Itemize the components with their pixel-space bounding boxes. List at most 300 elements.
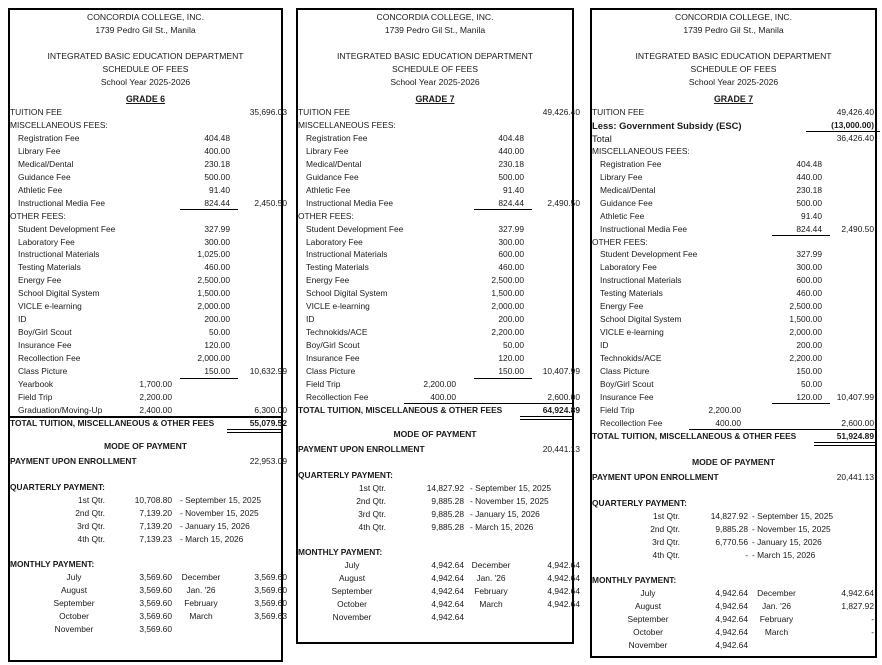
fee-row: [592, 171, 875, 184]
fee-row: [10, 378, 281, 391]
fee-row: [298, 171, 572, 184]
month-label: February: [474, 586, 508, 596]
fee-row: [10, 313, 281, 326]
fee-amount-total: 51,924.89: [836, 430, 874, 441]
fee-row: [592, 145, 875, 158]
fee-label: VICLE e-learning: [600, 327, 664, 338]
monthly-row: [298, 585, 580, 598]
month-label: February: [184, 598, 218, 608]
quarter-label: 4th Qtr.: [358, 522, 386, 532]
fee-row: [298, 352, 572, 365]
fee-row: [592, 300, 875, 313]
quarterly-row: [298, 508, 572, 521]
fee-row: [298, 339, 572, 352]
total-double-rule: [227, 429, 283, 433]
fee-label: Instructional Materials: [600, 275, 682, 286]
fee-amount-a: 2,200.00: [423, 378, 456, 389]
fee-label: TUITION FEE: [592, 107, 645, 117]
fee-label: Technokids/ACE: [600, 353, 662, 364]
header-department: INTEGRATED BASIC EDUCATION DEPARTMENT: [635, 51, 832, 61]
month-label: October: [337, 599, 367, 609]
fee-amount-total: 2,490.50: [547, 197, 580, 208]
quarter-due-date: - January 15, 2026: [752, 537, 822, 547]
fee-row: [592, 287, 875, 300]
fee-row: [592, 210, 875, 223]
fee-amount-total: 64,924.89: [542, 404, 580, 415]
quarterly-row: [592, 536, 875, 549]
monthly-payment-label: MONTHLY PAYMENT:: [298, 547, 383, 557]
fee-amount-b: 91.40: [503, 184, 524, 195]
fee-amount-b: 230.18: [498, 158, 524, 169]
fee-label: Laboratory Fee: [18, 236, 75, 247]
monthly-row: [10, 597, 287, 610]
quarter-due-date: - March 15, 2026: [180, 534, 244, 544]
header-department: INTEGRATED BASIC EDUCATION DEPARTMENT: [47, 51, 244, 61]
fee-row: [10, 404, 287, 417]
month-amount: 4,942.64: [431, 612, 464, 622]
fee-label: Class Picture: [18, 366, 68, 376]
fee-row: [10, 352, 281, 365]
fee-amount-b: 400.00: [204, 145, 230, 156]
month-amount: 3,569.60: [139, 585, 172, 595]
fee-amount-b: 1,500.00: [491, 288, 524, 299]
fee-label: TOTAL TUITION, MISCELLANEOUS & OTHER FEES: [10, 417, 215, 428]
grade-heading: GRADE 7: [415, 94, 455, 104]
monthly-row: [592, 613, 875, 626]
fee-label: VICLE e-learning: [18, 301, 82, 312]
fee-label: Library Fee: [306, 145, 349, 156]
month-amount: 4,942.64: [431, 573, 464, 583]
fee-label: Library Fee: [600, 171, 643, 182]
fee-label: Class Picture: [306, 366, 356, 376]
fee-row: [10, 171, 281, 184]
month-amount: -: [871, 614, 874, 624]
fee-amount-total: 35,696.03: [249, 107, 287, 117]
fee-amount-b: 50.00: [503, 340, 524, 351]
fee-amount-b: 120.00: [796, 391, 822, 402]
fee-label: School Digital System: [600, 314, 682, 325]
fee-row: [592, 248, 875, 261]
quarterly-row: [298, 482, 572, 495]
fee-label: ID: [600, 340, 609, 351]
fee-amount-b: 2,200.00: [491, 327, 524, 338]
fee-row: [10, 145, 281, 158]
fee-label: Testing Materials: [306, 262, 369, 273]
fee-row: [592, 158, 875, 171]
quarterly-row: [298, 495, 572, 508]
quarter-amount: 7,139.20: [139, 521, 172, 531]
fee-label: Student Development Fee: [306, 223, 404, 234]
fee-row: [10, 417, 287, 430]
month-label: July: [640, 588, 656, 598]
month-amount: 3,569.63: [254, 611, 287, 621]
fee-amount-b: 91.40: [209, 184, 230, 195]
month-amount: 4,942.64: [715, 588, 748, 598]
quarterly-row: [592, 549, 875, 562]
month-amount: 4,942.64: [547, 599, 580, 609]
month-label: September: [53, 598, 95, 608]
upon-enrollment-amount: 20,441.13: [542, 444, 580, 454]
fee-row: [592, 119, 875, 132]
fee-row: [298, 378, 572, 391]
grade-heading: GRADE 6: [125, 94, 166, 104]
fee-schedule-grade7-esc: [590, 8, 877, 658]
monthly-row: [298, 559, 580, 572]
fee-row: [298, 106, 580, 119]
fee-row: [10, 339, 281, 352]
fee-amount-b: 50.00: [801, 378, 822, 389]
fee-row: [10, 223, 281, 236]
fee-row: [592, 391, 875, 404]
fee-label: Registration Fee: [18, 132, 80, 143]
header-address: 1739 Pedro Gil St., Manila: [683, 25, 784, 35]
fee-label: Instructional Materials: [306, 249, 388, 260]
monthly-row: [10, 623, 281, 636]
quarterly-payment-label: QUARTERLY PAYMENT:: [298, 470, 393, 480]
month-label: July: [344, 560, 360, 570]
fee-row: [298, 223, 572, 236]
fee-row: [592, 378, 875, 391]
fee-amount-b: 150.00: [204, 366, 230, 376]
header-school-year: School Year 2025-2026: [688, 77, 779, 87]
fee-label: MISCELLANEOUS FEES:: [10, 119, 108, 130]
fee-row: [592, 184, 875, 197]
fee-amount-b: 2,000.00: [789, 327, 822, 338]
quarter-due-date: - November 15, 2025: [180, 508, 259, 518]
fee-row: [592, 326, 875, 339]
header-department: INTEGRATED BASIC EDUCATION DEPARTMENT: [336, 51, 534, 61]
fee-label: Medical/Dental: [600, 184, 656, 195]
quarter-label: 3rd Qtr.: [358, 509, 386, 519]
month-label: September: [627, 614, 669, 624]
payment-upon-enrollment: [298, 443, 580, 456]
quarter-amount: 14,827.92: [426, 483, 464, 493]
fee-row: [592, 417, 875, 430]
month-amount: 3,569.60: [139, 572, 172, 582]
fee-label: School Digital System: [306, 288, 388, 299]
fee-amount-b: 120.00: [498, 353, 524, 364]
fee-label: Boy/Girl Scout: [18, 327, 72, 338]
header-school: CONCORDIA COLLEGE, INC.: [376, 12, 494, 22]
fee-amount-b: 2,000.00: [491, 301, 524, 312]
fee-label: TUITION FEE: [10, 107, 63, 117]
fee-label: Testing Materials: [600, 288, 663, 299]
quarter-label: 4th Qtr.: [652, 550, 680, 560]
month-amount: 4,942.64: [547, 586, 580, 596]
fee-amount-b: 440.00: [796, 171, 822, 182]
header-address: 1739 Pedro Gil St., Manila: [384, 25, 486, 35]
upon-enrollment-amount: 20,441.13: [836, 472, 874, 482]
fee-label: Laboratory Fee: [306, 236, 363, 247]
fee-schedule-grade7: [296, 8, 580, 644]
fee-row: [298, 197, 580, 210]
fee-amount-a: 2,200.00: [708, 404, 741, 415]
fee-label: Guidance Fee: [306, 171, 359, 182]
fee-label: Athletic Fee: [18, 184, 63, 195]
month-label: March: [479, 599, 503, 609]
payment-upon-enrollment: [10, 455, 287, 468]
fee-amount-b: 91.40: [801, 210, 822, 221]
header-title: SCHEDULE OF FEES: [102, 64, 189, 74]
month-label: Jan. '26: [761, 601, 792, 611]
quarter-due-date: - March 15, 2026: [752, 550, 816, 560]
fee-amount-total: 55,079.52: [249, 417, 287, 428]
fee-label: Energy Fee: [306, 275, 350, 286]
fee-row: [592, 430, 875, 443]
fee-amount-a: 2,200.00: [139, 391, 172, 402]
header-address: 1739 Pedro Gil St., Manila: [95, 25, 196, 35]
mode-of-payment-title: MODE OF PAYMENT: [691, 457, 776, 467]
quarter-label: 3rd Qtr.: [652, 537, 680, 547]
fee-schedule-grade6: [8, 8, 287, 662]
fee-amount-b: 327.99: [796, 249, 822, 260]
month-label: February: [759, 614, 794, 624]
quarter-amount: 7,139.23: [139, 534, 172, 544]
month-amount: 3,569.60: [139, 598, 172, 608]
fee-amount-a: 400.00: [715, 417, 741, 428]
fee-amount-b: 120.00: [204, 340, 230, 351]
fee-row: [592, 106, 875, 119]
fee-row: [592, 274, 875, 287]
fee-row: [10, 210, 281, 223]
fee-label: MISCELLANEOUS FEES:: [298, 119, 396, 130]
fee-amount-b: 2,500.00: [197, 275, 230, 286]
upon-enrollment-amount: 22,953.09: [249, 456, 287, 466]
fee-amount-b: 440.00: [498, 145, 524, 156]
total-double-rule: [814, 442, 877, 446]
month-amount: 4,942.64: [547, 560, 580, 570]
monthly-row: [298, 611, 572, 624]
quarterly-payment-label: QUARTERLY PAYMENT:: [10, 482, 105, 492]
month-amount: 4,942.64: [547, 573, 580, 583]
quarter-label: 2nd Qtr.: [356, 496, 386, 506]
month-label: November: [332, 612, 372, 622]
quarter-amount: 9,885.28: [715, 524, 748, 534]
fee-amount-a: 2,400.00: [139, 404, 172, 415]
fee-amount-b: 2,000.00: [197, 301, 230, 312]
upon-enrollment-label: PAYMENT UPON ENROLLMENT: [298, 444, 425, 454]
quarter-due-date: - January 15, 2026: [180, 521, 250, 531]
fee-label: Athletic Fee: [600, 210, 645, 221]
fee-row: [298, 274, 572, 287]
fee-row: [298, 248, 572, 261]
fee-row: [298, 261, 572, 274]
fee-label: Energy Fee: [18, 275, 62, 286]
fee-amount-b: 150.00: [498, 366, 524, 376]
fee-label: Library Fee: [18, 145, 61, 156]
fee-row: [10, 106, 287, 119]
monthly-row: [10, 610, 287, 623]
fee-label: Total: [592, 132, 612, 144]
fee-label: TUITION FEE: [298, 107, 351, 117]
header-school: CONCORDIA COLLEGE, INC.: [87, 12, 204, 22]
quarterly-row: [592, 523, 875, 536]
month-amount: -: [871, 627, 874, 637]
month-amount: 4,942.64: [715, 640, 748, 650]
quarterly-row: [298, 521, 572, 534]
fee-label: Recollection Fee: [18, 353, 81, 364]
quarter-label: 1st Qtr.: [359, 483, 386, 493]
fee-amount-b: 824.44: [204, 197, 230, 208]
month-amount: 3,569.60: [139, 624, 172, 634]
month-label: March: [189, 611, 213, 621]
fee-row: [298, 132, 572, 145]
fee-amount-b: 460.00: [204, 262, 230, 273]
month-label: October: [633, 627, 663, 637]
fee-amount-b: 500.00: [204, 171, 230, 182]
fee-amount-b: 500.00: [796, 197, 822, 208]
month-amount: 4,942.64: [431, 599, 464, 609]
fee-label: TOTAL TUITION, MISCELLANEOUS & OTHER FEES: [298, 404, 503, 415]
month-label: August: [634, 601, 662, 611]
fee-amount-b: 200.00: [204, 314, 230, 325]
fee-amount-b: 460.00: [498, 262, 524, 273]
fee-amount-b: 327.99: [498, 223, 524, 234]
fee-label: Instructional Materials: [18, 249, 100, 260]
quarter-due-date: - September 15, 2025: [470, 483, 552, 493]
fee-row: [592, 223, 875, 236]
fee-label: Registration Fee: [600, 158, 662, 169]
month-amount: 1,827.92: [841, 601, 874, 611]
fee-amount-b: 2,500.00: [789, 301, 822, 312]
fee-label: Recollection Fee: [600, 417, 663, 428]
fee-row: [10, 300, 281, 313]
fee-label: Medical/Dental: [18, 158, 74, 169]
fee-label: Field Trip: [18, 391, 53, 402]
fee-amount-b: 460.00: [796, 288, 822, 299]
month-label: November: [628, 640, 668, 650]
quarter-amount: 10,708.80: [134, 495, 172, 505]
fee-amount-total: 10,407.99: [542, 366, 580, 376]
fee-label: Technokids/ACE: [306, 327, 368, 338]
fee-label: Field Trip: [306, 378, 341, 389]
quarter-label: 3rd Qtr.: [77, 521, 105, 531]
fee-amount-total: 2,450.50: [254, 197, 287, 208]
fee-amount-b: 500.00: [498, 171, 524, 182]
fee-row: [298, 404, 580, 417]
fee-row: [298, 300, 572, 313]
fee-amount-total: 49,426.40: [836, 107, 874, 117]
quarter-amount: 14,827.92: [710, 511, 748, 521]
fee-amount-total: 2,600.00: [547, 391, 580, 402]
fee-amount-b: 200.00: [498, 314, 524, 325]
quarter-label: 2nd Qtr.: [650, 524, 680, 534]
fee-amount-total: 2,600.00: [841, 417, 874, 428]
fee-amount-total: (13,000.00): [831, 119, 874, 130]
fee-label: Yearbook: [18, 378, 54, 389]
fee-row: [298, 210, 572, 223]
header-title: SCHEDULE OF FEES: [690, 64, 777, 74]
month-label: Jan. '26: [186, 585, 216, 595]
fee-row: [10, 236, 281, 249]
quarter-amount: 9,885.28: [431, 496, 464, 506]
fee-amount-b: 404.48: [204, 132, 230, 143]
fee-amount-total: 2,490.50: [841, 223, 874, 234]
fee-label: Guidance Fee: [18, 171, 71, 182]
month-label: November: [54, 624, 94, 634]
fee-row: [298, 119, 572, 132]
quarter-due-date: - November 15, 2025: [470, 496, 549, 506]
quarterly-row: [592, 510, 875, 523]
fee-row: [592, 404, 875, 417]
month-amount: 4,942.64: [841, 588, 874, 598]
fee-label: Insurance Fee: [18, 340, 72, 351]
quarter-label: 1st Qtr.: [653, 511, 680, 521]
fee-row: [10, 287, 281, 300]
fee-label: Field Trip: [600, 404, 635, 415]
monthly-row: [592, 639, 875, 652]
fee-label: School Digital System: [18, 288, 100, 299]
month-amount: 3,569.60: [254, 572, 287, 582]
month-amount: 3,569.60: [139, 611, 172, 621]
quarter-amount: 7,139.20: [139, 508, 172, 518]
fee-amount-b: 50.00: [209, 327, 230, 338]
fee-row: [10, 365, 287, 378]
month-label: September: [331, 586, 373, 596]
mode-of-payment-title: MODE OF PAYMENT: [393, 429, 477, 439]
fee-row: [592, 261, 875, 274]
quarterly-payment-label: QUARTERLY PAYMENT:: [592, 498, 687, 508]
monthly-row: [592, 600, 875, 613]
fee-label: Less: Government Subsidy (ESC): [592, 119, 742, 131]
fee-row: [298, 287, 572, 300]
fee-amount-b: 1,500.00: [789, 314, 822, 325]
quarter-due-date: - November 15, 2025: [752, 524, 831, 534]
fee-amount-b: 2,500.00: [491, 275, 524, 286]
month-label: December: [181, 572, 221, 582]
fee-amount-b: 2,000.00: [197, 353, 230, 364]
fee-amount-b: 300.00: [796, 262, 822, 273]
quarterly-row: [10, 520, 281, 533]
month-label: Jan. '26: [476, 573, 506, 583]
fee-amount-b: 150.00: [796, 366, 822, 376]
fee-amount-b: 327.99: [204, 223, 230, 234]
month-amount: 4,942.64: [715, 614, 748, 624]
month-amount: 3,569.60: [254, 598, 287, 608]
quarter-due-date: - March 15, 2026: [470, 522, 534, 532]
fee-label: MISCELLANEOUS FEES:: [592, 145, 690, 156]
fee-label: Energy Fee: [600, 301, 644, 312]
month-amount: 4,942.64: [431, 586, 464, 596]
month-amount: 4,942.64: [715, 601, 748, 611]
fee-row: [10, 274, 281, 287]
fee-label: OTHER FEES:: [298, 210, 354, 221]
fee-row: [298, 236, 572, 249]
fee-row: [298, 145, 572, 158]
fee-row: [298, 326, 572, 339]
month-label: August: [60, 585, 88, 595]
fee-label: Instructional Media Fee: [600, 223, 688, 234]
fee-amount-a: 1,700.00: [139, 378, 172, 389]
month-amount: 3,569.60: [254, 585, 287, 595]
fee-amount-b: 600.00: [796, 275, 822, 286]
fee-label: VICLE e-learning: [306, 301, 370, 312]
upon-enrollment-label: PAYMENT UPON ENROLLMENT: [10, 456, 137, 466]
quarterly-row: [10, 533, 281, 546]
quarter-label: 2nd Qtr.: [75, 508, 105, 518]
fee-row: [298, 313, 572, 326]
fee-row: [298, 184, 572, 197]
fee-amount-total: 36,426.40: [836, 132, 874, 143]
fee-amount-b: 230.18: [204, 158, 230, 169]
monthly-row: [10, 571, 287, 584]
upon-enrollment-label: PAYMENT UPON ENROLLMENT: [592, 472, 719, 482]
fee-amount-b: 1,500.00: [197, 288, 230, 299]
month-label: March: [764, 627, 789, 637]
fee-row: [10, 326, 281, 339]
fee-row: [592, 236, 875, 249]
fee-label: Student Development Fee: [600, 249, 698, 260]
